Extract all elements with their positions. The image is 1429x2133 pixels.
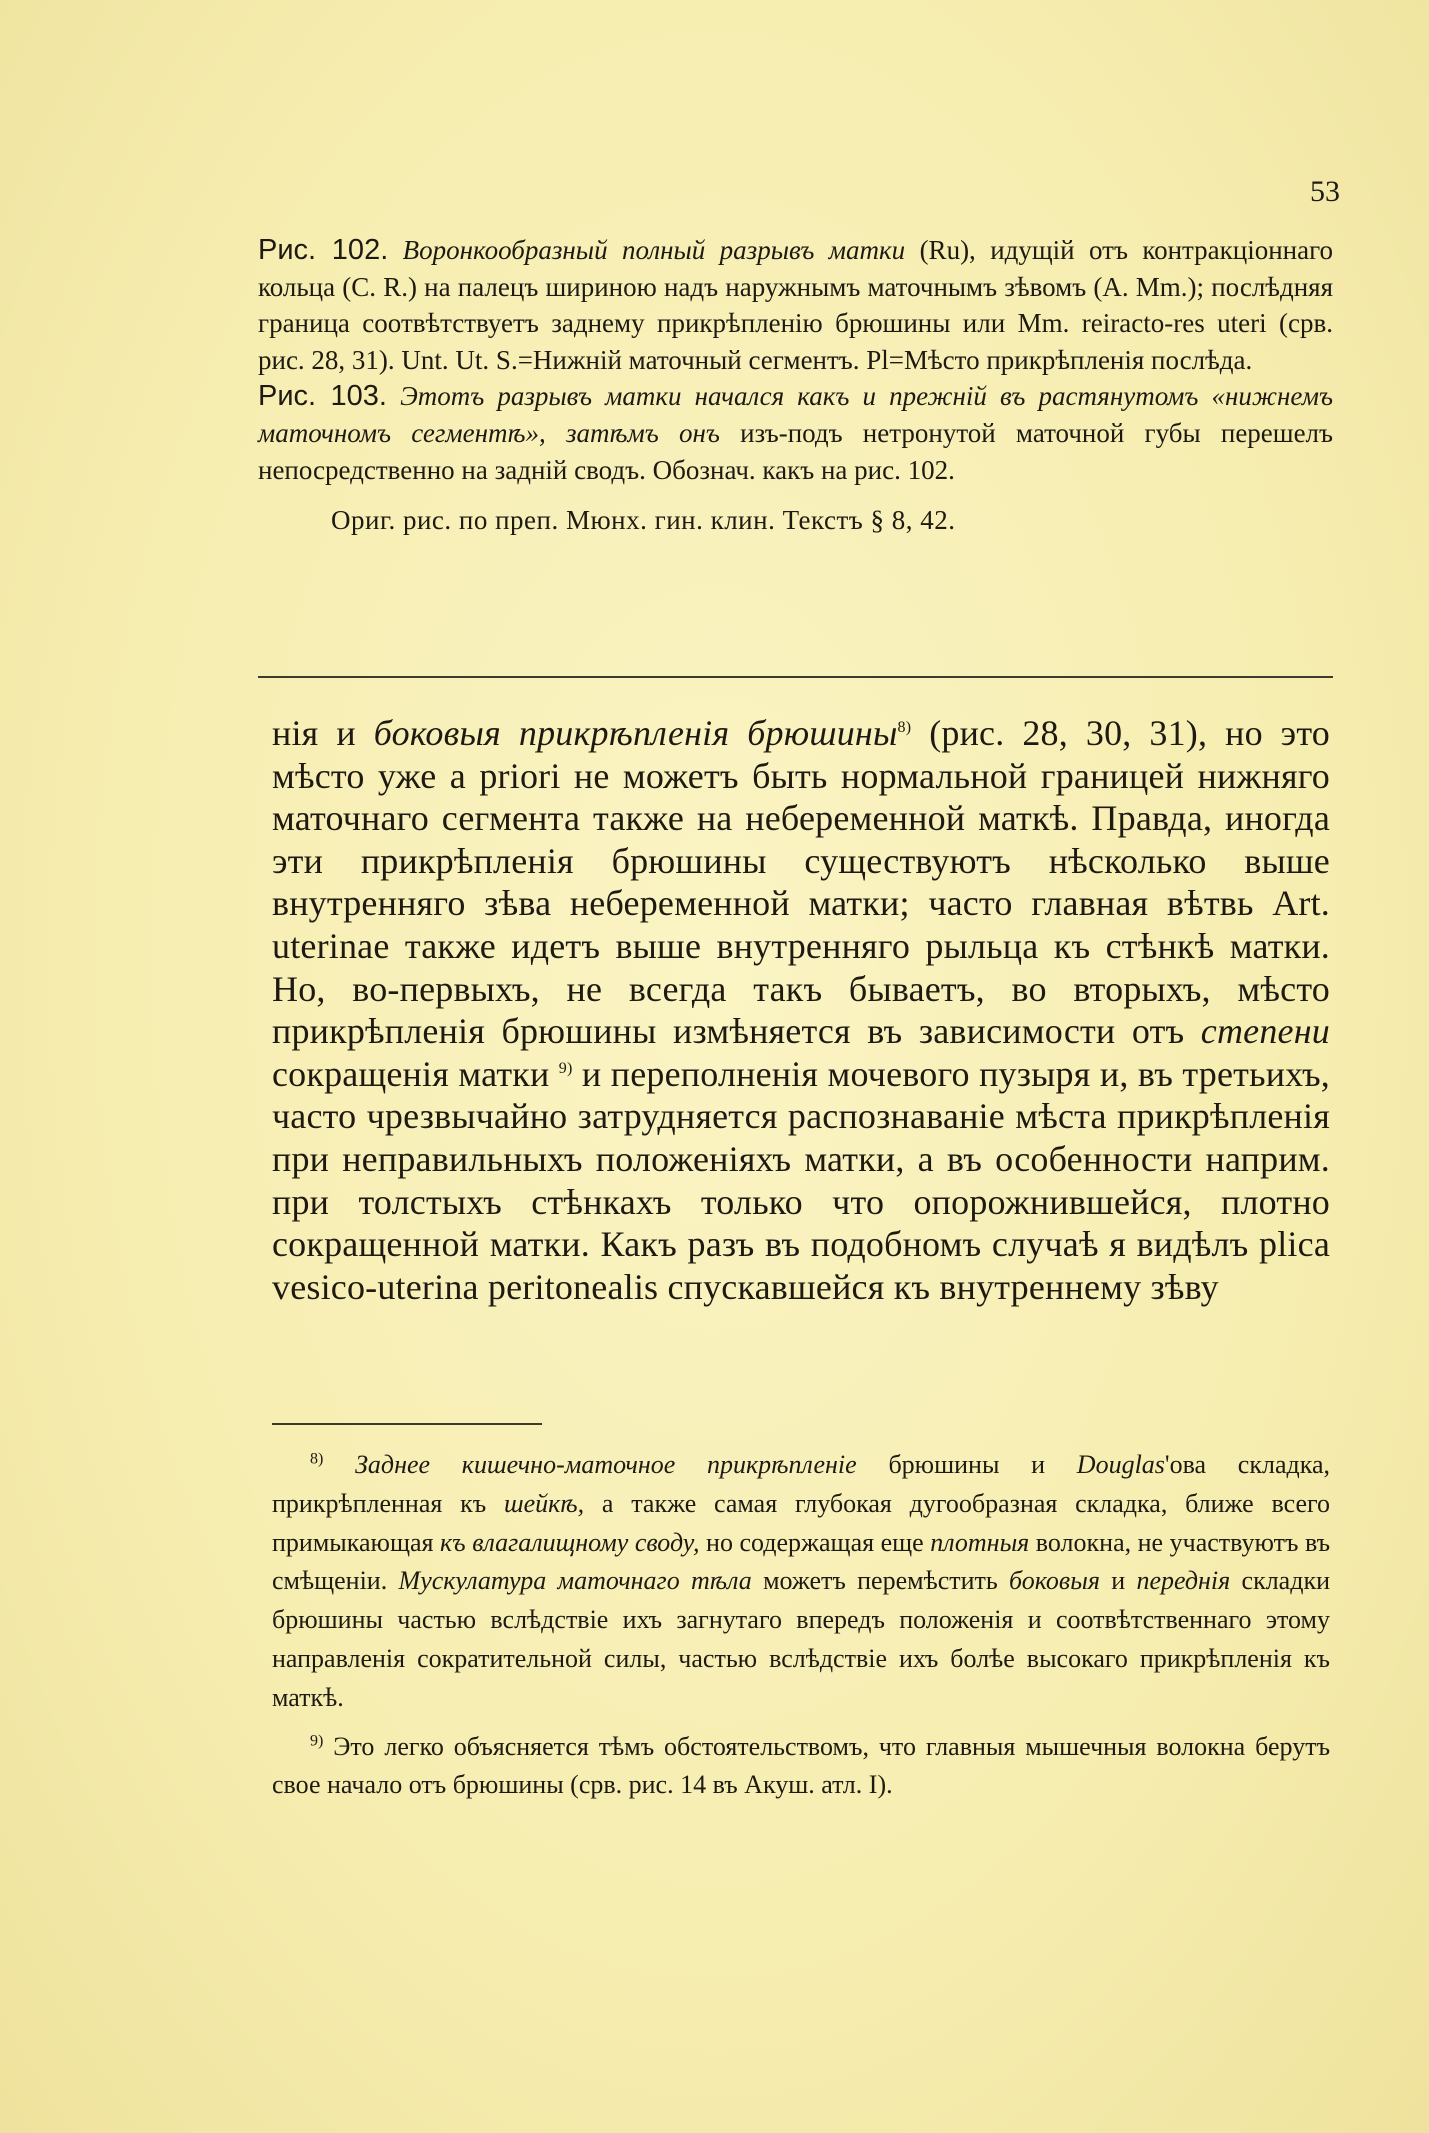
body-text-part: и переполненія мочевого пузыря и, въ третьихъ, часто чрезвычайно затрудняется распознаваніе мѣста прикрѣпленія при неправильныхъ положеніяхъ матки, а въ особенности наприм. при толстыхъ стѣнкахъ только что опорожнившейся, плотно сокращенной матки. Какъ разъ въ подобномъ случаѣ я видѣлъ plica vesico-uterina peritonealis спускавшейся къ внутреннему зѣву — [272, 1053, 1331, 1307]
body-paragraph — [272, 712, 1330, 1308]
footnote-italic: къ влагалищному своду, — [440, 1527, 700, 1557]
footnote-italic: шейкѣ, — [503, 1488, 585, 1518]
footnote-mark: 8) — [310, 1450, 324, 1468]
caption-text: (Ru), идущій отъ контракціоннаго кольца (С. R.) на палецъ шириною надъ наружнымъ маточнымъ зѣвомъ (А. Mm.); послѣдняя граница соотвѣтствуетъ заднему прикрѣпленію брюшины или Mm. reiracto-res uteri (срв. рис. 28, 31). Unt. Ut. S.=Нижній маточный сегментъ. Pl=Мѣсто прикрѣпленія послѣда. — [258, 235, 1334, 375]
footnote-italic: Мускулатура маточнаго тѣла — [398, 1566, 752, 1596]
footnotes — [272, 1446, 1330, 1805]
footnote-text: но содержащая еще — [706, 1527, 924, 1557]
footnote-divider — [272, 1423, 542, 1425]
footnote-italic: Douglas — [1076, 1450, 1165, 1479]
caption-source: Ориг. рис. по преп. Мюнх. гин. клин. Текстъ § 8, 42. — [331, 505, 956, 536]
footnote-text: Это легко объясняется тѣмъ обстоятельствомъ, что главныя мышечныя волокна берутъ свое начало отъ брюшины (срв. рис. 14 въ Акуш. атл. I). — [272, 1731, 1331, 1800]
footnote-text: 'ова складка, прикрѣпленная къ — [272, 1450, 1331, 1518]
footnote-italic: Заднее кишечно-маточное прикрѣпленіе — [355, 1450, 857, 1479]
caption-label: Рис. 103. — [258, 380, 387, 413]
caption-fig-102 — [258, 232, 1333, 378]
footnote-text: можетъ перемѣстить — [763, 1566, 998, 1596]
footnote-italic: переднія — [1136, 1566, 1231, 1596]
caption-lead: Этотъ разрывъ матки начался какъ и прежній въ растянутомъ «нижнемъ маточномъ сегментѣ», затѣмъ онъ — [258, 381, 1333, 448]
footnote-9 — [272, 1728, 1330, 1806]
footnote-8 — [272, 1446, 1330, 1718]
footnote-text: а также самая глубокая дугообразная складка, ближе всего примыкающая — [272, 1488, 1331, 1557]
page-number: 53 — [1310, 175, 1340, 208]
footnote-italic: плотныя — [930, 1527, 1030, 1557]
body-text-part: нія и — [272, 713, 356, 753]
footnote-ref-9[interactable]: 9) — [558, 1059, 573, 1077]
footnote-text: волокна, не участвуютъ въ смѣщеніи. — [272, 1527, 1331, 1596]
caption-fig-103 — [258, 378, 1333, 488]
footnote-text: брюшины и — [888, 1450, 1046, 1479]
caption-divider — [258, 676, 1333, 678]
footnote-text: складки брюшины частью вслѣдствіе ихъ загнутаго впередъ положенія и соотвѣтственнаго этому направленія сократительной силы, частью вслѣдствіе ихъ болѣе высокаго прикрѣпленія къ маткѣ. — [272, 1566, 1330, 1712]
caption-label: Рис. 102. — [258, 234, 389, 266]
body-text-part: (рис. 28, 30, 31), но это мѣсто уже а priori не можетъ быть нормальной границей нижняго маточнаго сегмента также на неберeменной маткѣ. Правда, иногда эти прикрѣпленія брюшины существуютъ нѣсколько выше внутренняго зѣва небеременной матки; часто главная вѣтвь Art. uterinae также идетъ выше внутренняго рыльца къ стѣнкѣ матки. Но, во-первыхъ, не всегда такъ бываетъ, во вторыхъ, мѣсто прикрѣпленія брюшины измѣняется въ зависимости отъ — [272, 713, 1330, 1052]
main-text — [272, 712, 1330, 1308]
body-italic: степени — [1200, 1011, 1330, 1052]
footnote-ref-8[interactable]: 8) — [897, 719, 912, 736]
footnote-text: и — [1111, 1566, 1126, 1596]
footnote-italic: боковыя — [1009, 1566, 1100, 1596]
body-italic: боковыя прикрѣпленія брюшины — [373, 713, 898, 753]
footnote-mark: 9) — [310, 1731, 324, 1749]
caption-text: изъ-подъ нетронутой маточной губы перешелъ непосредственно на заднiй сводъ. Обознач. какъ на рис. 102. — [258, 417, 1333, 485]
caption-lead: Воронкообразный полный разрывъ матки — [402, 235, 906, 265]
figure-captions — [258, 232, 1333, 539]
body-text-part: сокращенія матки — [272, 1053, 550, 1094]
